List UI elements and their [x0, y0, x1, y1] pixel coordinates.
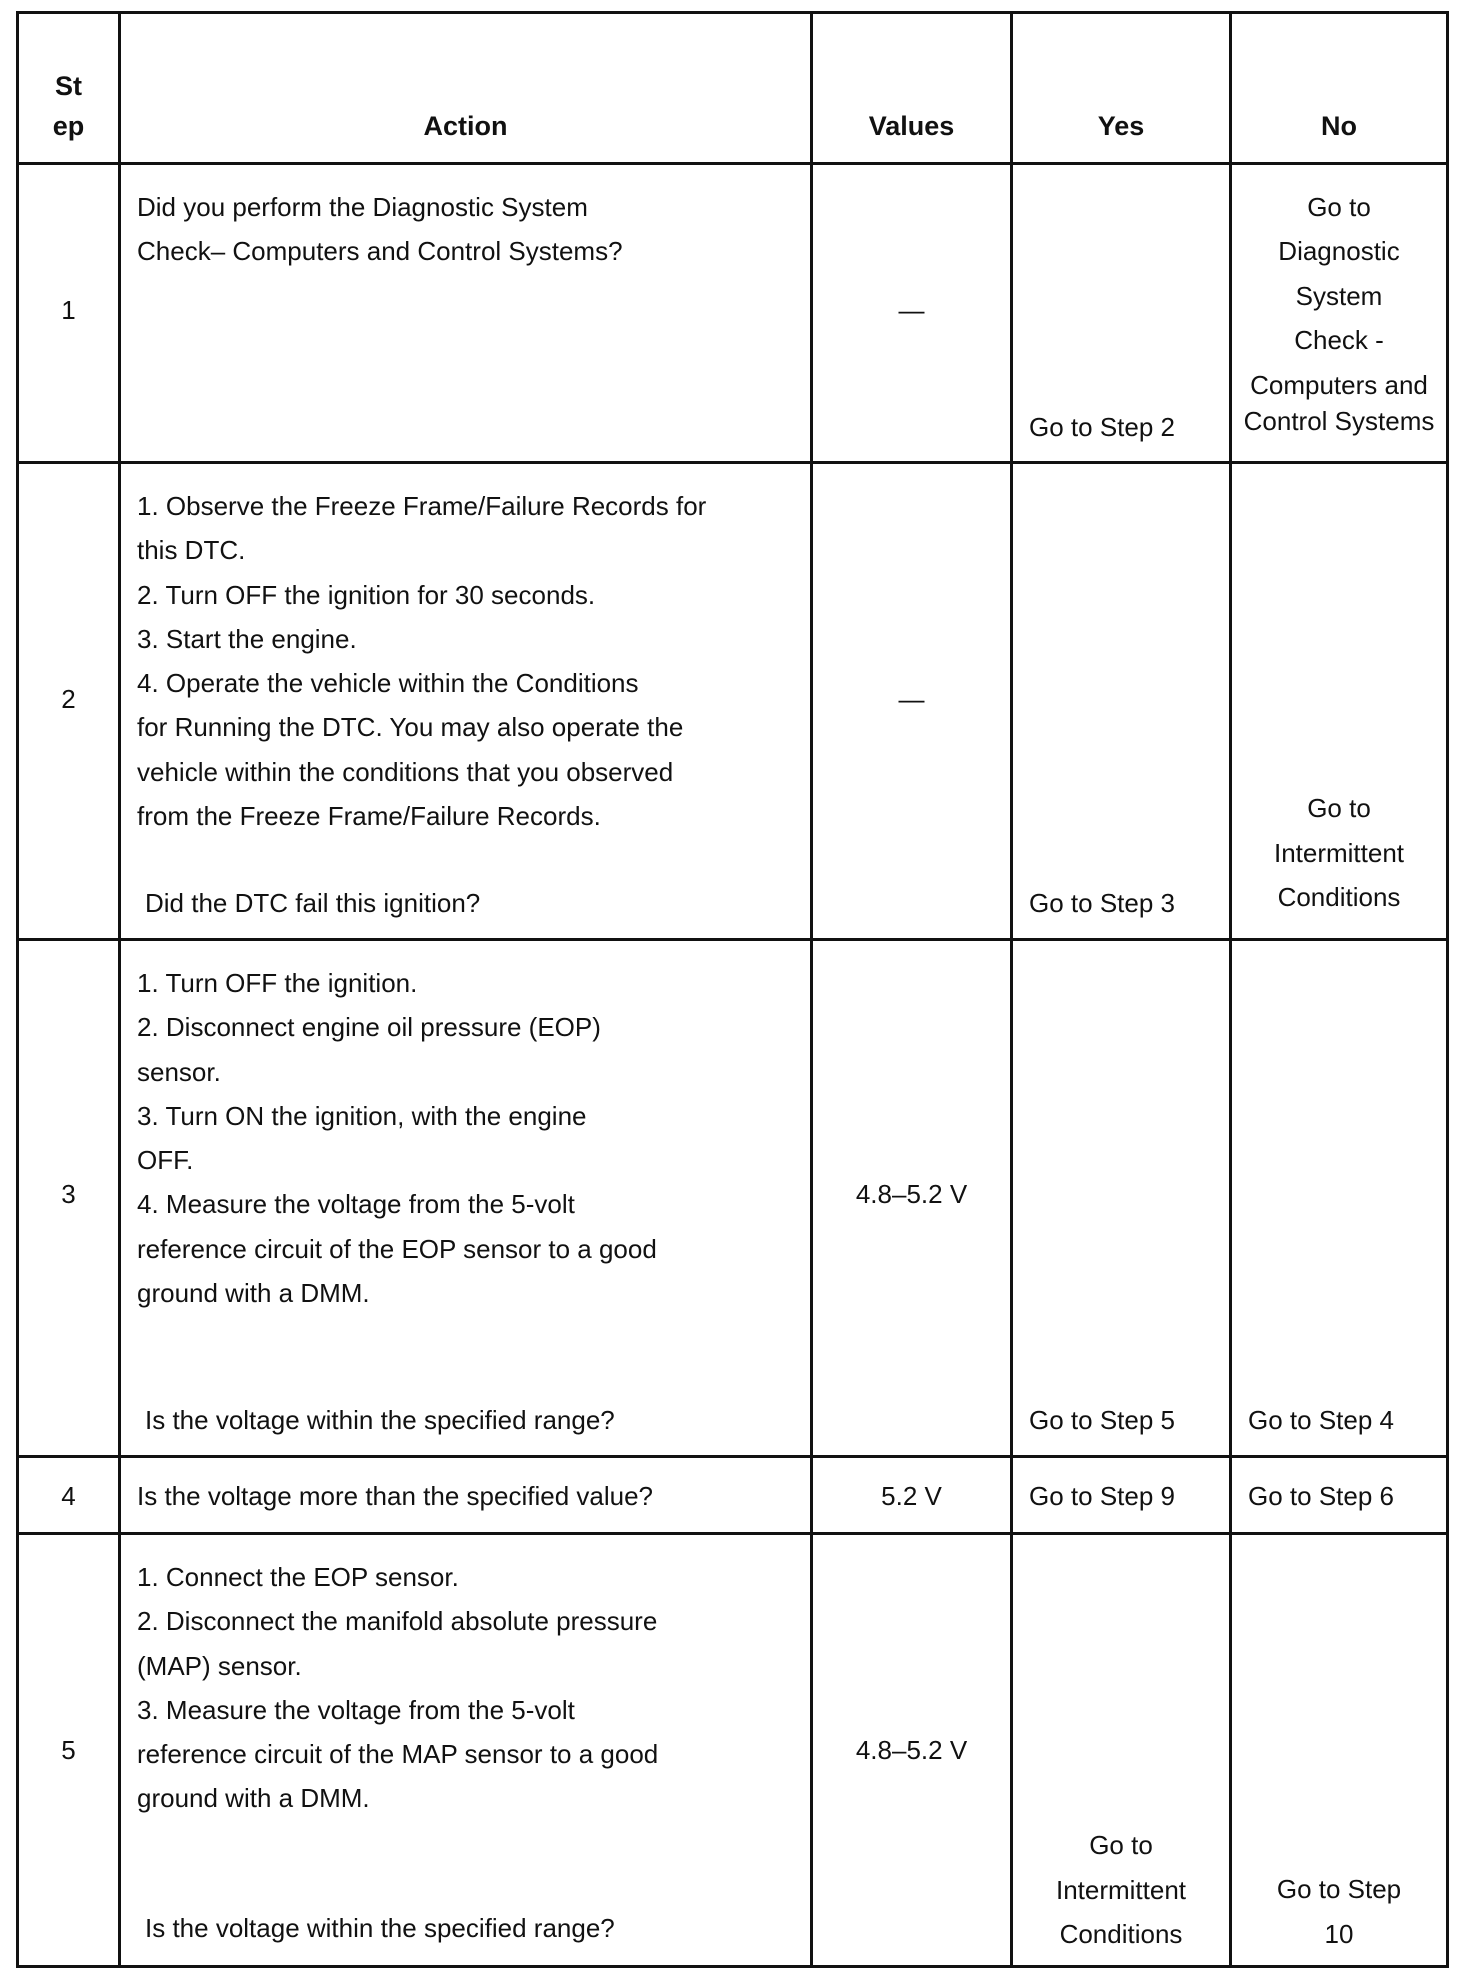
- action-line: from the Freeze Frame/Failure Records.: [137, 801, 601, 832]
- header-no-label: No: [1321, 111, 1357, 141]
- action-cell: [120, 940, 812, 1457]
- action-question: Did the DTC fail this ignition?: [145, 888, 481, 918]
- no-line: 10: [1324, 1918, 1354, 1949]
- header-action: [120, 13, 812, 164]
- header-step-line-1: St: [55, 71, 82, 101]
- header-no: [1231, 13, 1448, 164]
- no-link[interactable]: [1232, 1867, 1446, 1956]
- step-number: 5: [61, 1735, 76, 1765]
- yes-line: Intermittent: [1055, 1874, 1187, 1905]
- step-cell: [18, 1534, 120, 1967]
- step-number: 2: [61, 684, 76, 714]
- no-cell: [1231, 1534, 1448, 1967]
- action-line: ground with a DMM.: [137, 1783, 370, 1814]
- no-line: Computers and: [1250, 369, 1428, 400]
- step-number: 4: [61, 1481, 76, 1511]
- no-line: Conditions: [1277, 882, 1401, 912]
- action-line: sensor.: [137, 1056, 221, 1087]
- action-cell: [120, 1457, 812, 1534]
- action-question: Is the voltage more than the specified value?: [137, 1481, 653, 1511]
- values-cell: [812, 463, 1012, 940]
- action-line: Check– Computers and Control Systems?: [137, 236, 623, 267]
- action-line: 2. Disconnect engine oil pressure (EOP): [137, 1012, 601, 1043]
- no-cell: [1231, 164, 1448, 463]
- action-line: 3. Measure the voltage from the 5-volt: [137, 1694, 575, 1725]
- header-values-label: Values: [868, 111, 955, 141]
- step-cell: [18, 463, 120, 940]
- action-line: 1. Observe the Freeze Frame/Failure Records for: [137, 491, 707, 521]
- action-line: 1. Connect the EOP sensor.: [137, 1562, 459, 1592]
- values-cell: [812, 164, 1012, 463]
- action-cell: [120, 164, 812, 463]
- yes-link[interactable]: [1013, 1823, 1229, 1957]
- yes-link[interactable]: Go to Step 2: [1029, 412, 1175, 442]
- action-line: 3. Turn ON the ignition, with the engine: [137, 1100, 587, 1131]
- action-line: for Running the DTC. You may also operate the: [137, 712, 684, 743]
- no-cell: [1231, 463, 1448, 940]
- no-link[interactable]: Go to Step 6: [1248, 1481, 1394, 1511]
- yes-cell: [1012, 164, 1231, 463]
- action-text: [137, 1555, 802, 1821]
- action-text: [137, 484, 802, 838]
- yes-cell: [1012, 940, 1231, 1457]
- no-line: Check -: [1294, 325, 1384, 356]
- no-link[interactable]: Go to Step 4: [1248, 1405, 1394, 1435]
- no-line: Intermittent: [1273, 837, 1405, 868]
- action-line: this DTC.: [137, 535, 246, 566]
- step-cell: [18, 940, 120, 1457]
- action-line: vehicle within the conditions that you observed: [137, 756, 674, 787]
- table-row: [18, 1534, 1448, 1967]
- yes-link[interactable]: Go to Step 3: [1029, 888, 1175, 918]
- yes-cell: [1012, 463, 1231, 940]
- no-cell: [1231, 1457, 1448, 1534]
- header-yes: [1012, 13, 1231, 164]
- yes-link[interactable]: Go to Step 9: [1029, 1481, 1175, 1511]
- values-cell: [812, 940, 1012, 1457]
- header-yes-label: Yes: [1097, 111, 1145, 141]
- action-line: reference circuit of the EOP sensor to a good: [137, 1233, 657, 1264]
- action-question: Is the voltage within the specified range?: [145, 1405, 615, 1435]
- header-values: [812, 13, 1012, 164]
- action-cell: [120, 1534, 812, 1967]
- values-cell: [812, 1534, 1012, 1967]
- yes-link[interactable]: Go to Step 5: [1029, 1405, 1175, 1435]
- no-line: Go to: [1307, 793, 1371, 823]
- no-line: Go to Step: [1276, 1874, 1402, 1904]
- action-line: ground with a DMM.: [137, 1278, 370, 1309]
- action-line: 2. Disconnect the manifold absolute pressure: [137, 1606, 658, 1637]
- diagnostic-table: [16, 11, 1449, 1968]
- step-number: 1: [61, 295, 76, 325]
- yes-cell: [1012, 1534, 1231, 1967]
- table-row: [18, 164, 1448, 463]
- action-text: [137, 185, 802, 274]
- action-line: 3. Start the engine.: [137, 623, 357, 654]
- action-text: [137, 961, 802, 1315]
- yes-cell: [1012, 1457, 1231, 1534]
- value-text: 4.8–5.2 V: [855, 1735, 968, 1765]
- step-number: 3: [61, 1179, 76, 1209]
- value-text: 5.2 V: [881, 1481, 942, 1511]
- action-line: Did you perform the Diagnostic System: [137, 192, 588, 222]
- action-line: 1. Turn OFF the ignition.: [137, 968, 418, 998]
- action-cell: [120, 463, 812, 940]
- no-cell: [1231, 940, 1448, 1457]
- action-line: (MAP) sensor.: [137, 1650, 302, 1681]
- action-line: reference circuit of the MAP sensor to a good: [137, 1739, 659, 1770]
- no-link[interactable]: [1232, 185, 1446, 443]
- action-line: OFF.: [137, 1145, 194, 1176]
- header-action-label: Action: [423, 111, 508, 141]
- no-link[interactable]: [1232, 786, 1446, 920]
- action-line: 4. Operate the vehicle within the Conditions: [137, 668, 639, 699]
- value-text: —: [898, 295, 925, 325]
- header-step-line-2: ep: [52, 111, 85, 141]
- action-line: 4. Measure the voltage from the 5-volt: [137, 1189, 575, 1220]
- no-line: System: [1295, 280, 1383, 311]
- table-row: [18, 1457, 1448, 1534]
- table-row: [18, 463, 1448, 940]
- value-text: 4.8–5.2 V: [855, 1179, 968, 1209]
- yes-line: Go to: [1089, 1830, 1153, 1860]
- yes-line: Conditions: [1059, 1919, 1183, 1949]
- no-line: Go to: [1307, 192, 1371, 222]
- table-row: [18, 940, 1448, 1457]
- step-cell: [18, 164, 120, 463]
- step-cell: [18, 1457, 120, 1534]
- header-step: [18, 13, 120, 164]
- no-line: Control Systems: [1243, 406, 1435, 437]
- header-row: [18, 13, 1448, 164]
- value-text: —: [898, 684, 925, 714]
- action-line: 2. Turn OFF the ignition for 30 seconds.: [137, 579, 596, 610]
- action-question: Is the voltage within the specified range?: [145, 1913, 615, 1943]
- no-line: Diagnostic: [1278, 236, 1400, 267]
- values-cell: [812, 1457, 1012, 1534]
